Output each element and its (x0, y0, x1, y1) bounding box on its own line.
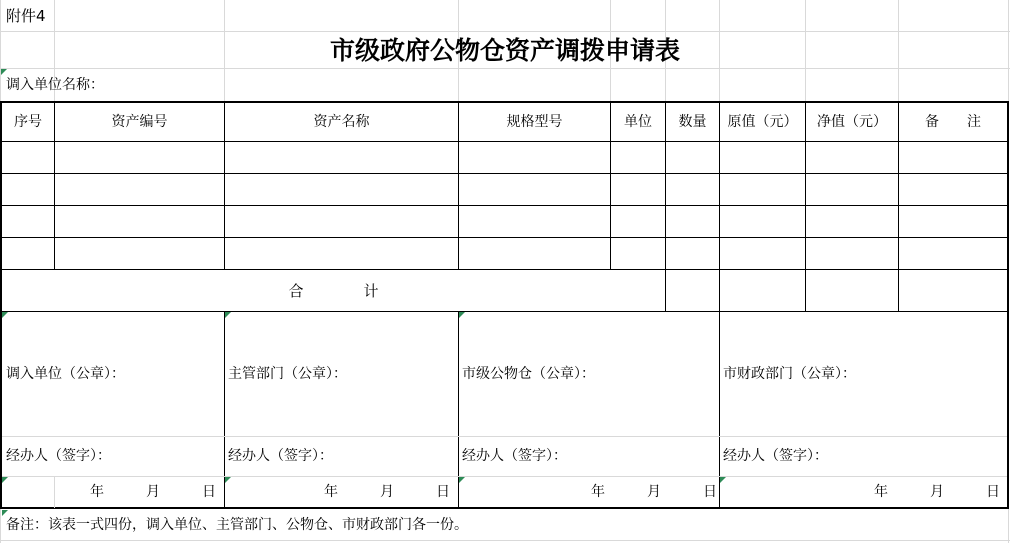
table-border-bottom (0, 507, 1009, 509)
seal-label-supervising-dept: 主管部门（公章）： (228, 366, 347, 382)
table-border-right (1007, 101, 1009, 509)
header-seq: 序号 (14, 114, 42, 130)
footnote: 备注：该表一式四份，调入单位、主管部门、公物仓、市财政部门各一份。 (6, 517, 468, 533)
row-rule (0, 141, 1009, 142)
header-asset-no: 资产编号 (111, 114, 168, 130)
seal-label-finance-dept: 市财政部门（公章）： (723, 366, 856, 382)
col-rule (719, 101, 720, 312)
cell-marker-icon (1, 69, 7, 75)
col-rule (665, 101, 666, 312)
row-rule (0, 173, 1009, 174)
receiving-unit-name-label: 调入单位名称： (6, 77, 104, 93)
handler-label-public-warehouse: 经办人（签字）： (462, 448, 567, 464)
page-title: 市级政府公物仓资产调拨申请表 (329, 36, 680, 65)
cell-marker-icon (2, 312, 8, 318)
attachment-label: 附件4 (6, 7, 46, 25)
header-net-value: 净值（元） (817, 114, 887, 130)
handler-label-supervising-dept: 经办人（签字）： (228, 448, 333, 464)
total-label: 合 计 (288, 282, 379, 300)
gridline (2, 436, 1007, 437)
table-border-top (0, 101, 1009, 103)
handler-label-receiving-unit: 经办人（签字）： (6, 448, 111, 464)
row-rule (0, 237, 1009, 238)
date-label-finance-dept: 年 月 日 (874, 484, 1000, 500)
header-remarks: 备 注 (925, 114, 981, 130)
cell-marker-icon (2, 477, 8, 483)
seal-label-receiving-unit: 调入单位（公章）： (6, 366, 125, 382)
gridline (0, 540, 1010, 541)
header-original-value: 原值（元） (727, 114, 798, 130)
col-rule (805, 101, 806, 312)
cell-marker-icon (720, 477, 726, 483)
cell-marker-icon (225, 477, 231, 483)
header-spec-model: 规格型号 (506, 114, 563, 130)
gridline (0, 31, 1010, 32)
header-asset-name: 资产名称 (313, 114, 370, 130)
cell-marker-icon (459, 312, 465, 318)
cell-marker-icon (2, 510, 8, 516)
header-quantity: 数量 (678, 114, 707, 130)
gridline (0, 68, 1010, 69)
gridline (54, 476, 55, 508)
col-rule (898, 101, 899, 312)
row-rule (0, 311, 1009, 312)
handler-label-finance-dept: 经办人（签字）： (723, 448, 828, 464)
cell-marker-icon (459, 477, 465, 483)
row-rule (0, 269, 1009, 270)
cell-marker-icon (225, 312, 231, 318)
table-border-left (0, 101, 2, 509)
seal-label-public-warehouse: 市级公物仓（公章）： (462, 366, 595, 382)
header-unit: 单位 (624, 114, 652, 130)
row-rule (0, 205, 1009, 206)
date-label-supervising-dept: 年 月 日 (324, 484, 450, 500)
gridline (2, 476, 1007, 477)
date-label-public-warehouse: 年 月 日 (591, 484, 717, 500)
date-label-receiving-unit: 年 月 日 (90, 484, 216, 500)
